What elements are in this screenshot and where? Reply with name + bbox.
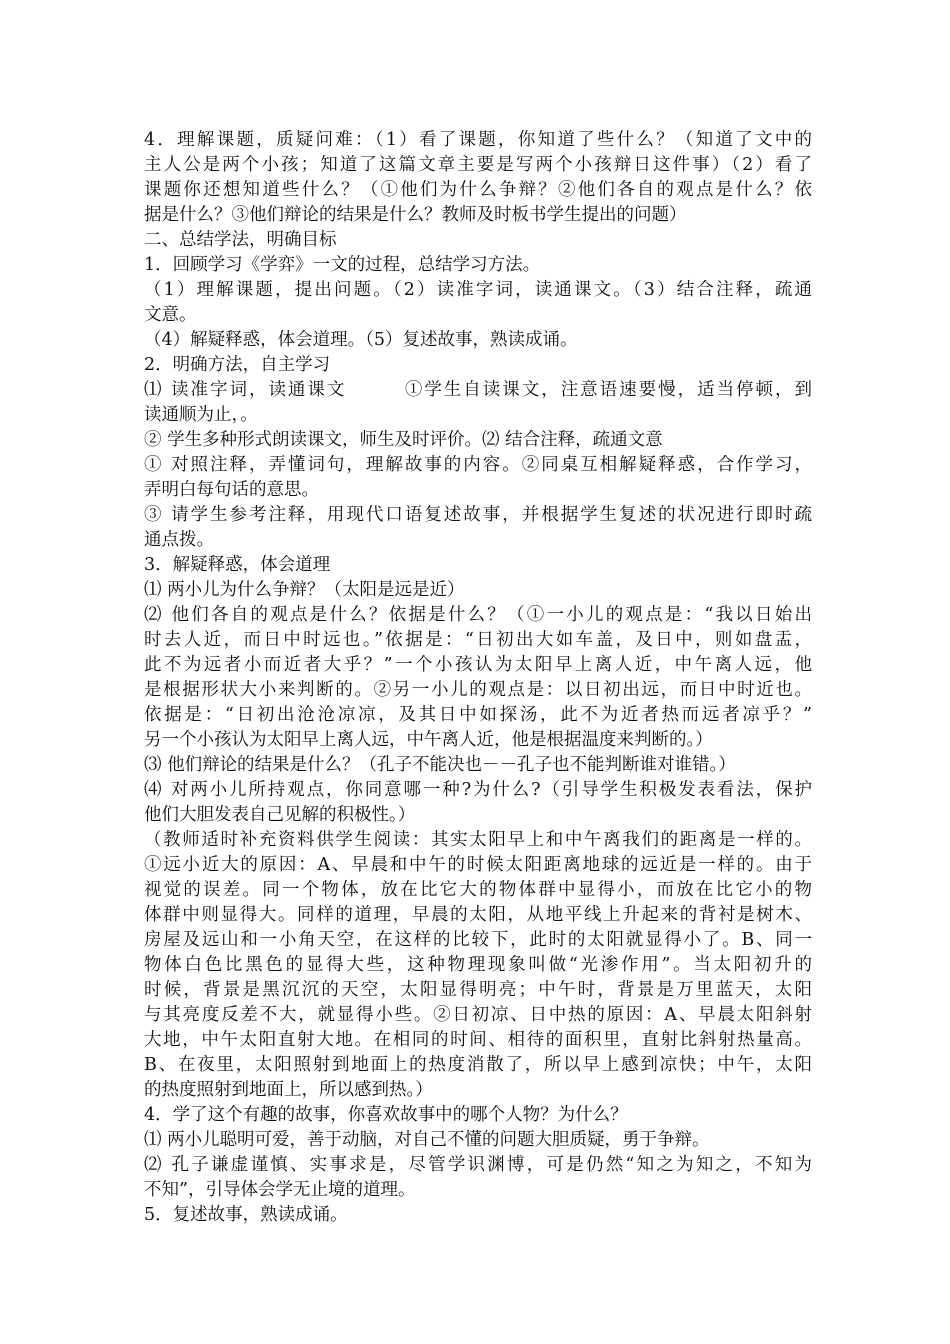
text-line: 是根据形状大小来判断的。②另一小儿的观点是：以日初出远，而日中时近也。 (144, 680, 812, 700)
text-line: B、在夜里，太阳照射到地面上的热度消散了，所以早上感到凉快；中午，太阳 (144, 1055, 812, 1075)
text-line: ⑵ 孔子谦虚谨慎、实事求是，尽管学识渊博，可是仍然“知之为知之，不知为 (144, 1155, 812, 1175)
text-line: 课题你还想知道些什么？（①他们为什么争辩？②他们各自的观点是什么？依 (144, 180, 812, 200)
text-line: 物体白色比黑色的显得大些，这种物理现象叫做“光渗作用”。当太阳初升的 (144, 955, 812, 975)
text-line: ③ 请学生参考注释，用现代口语复述故事，并根据学生复述的状况进行即时疏 (144, 505, 812, 525)
text-line: 时去人近，而日中时远也。”依据是：“日初出大如车盖，及日中，则如盘盂， (144, 630, 812, 650)
text-line: ② 学生多种形式朗读课文，师生及时评价。⑵ 结合注释，疏通文意 (144, 430, 663, 450)
text-line: 不知”，引导体会学无止境的道理。 (144, 1180, 416, 1200)
text-line: 的热度照射到地面上，所以感到热。） (144, 1080, 433, 1100)
text-line: ⑴ 读准字词，读通课文 ①学生自读课文，注意语速要慢，适当停顿，到 (144, 380, 812, 400)
text-line: 时候，背景是黑沉沉的天空，太阳显得明亮；中午时，背景是万里蓝天，太阳 (144, 980, 812, 1000)
text-line: 依据是：“日初出沧沧凉凉，及其日中如探汤，此不为近者热而远者凉乎？” (144, 705, 812, 725)
text-line: 另一个小孩认为太阳早上离人远，中午离人近，他是根据温度来判断的。） (144, 730, 713, 750)
text-line: 文意。 (144, 305, 197, 325)
text-line: 他们大胆发表自己见解的积极性。） (144, 805, 416, 825)
text-line: ⑵ 他们各自的观点是什么？依据是什么？（①一小儿的观点是：“我以日始出 (144, 605, 812, 625)
text-line: 2．明确方法，自主学习 (144, 355, 331, 375)
text-line: （4）解疑释惑，体会道理。（5）复述故事，熟读成诵。 (144, 330, 578, 350)
text-line: （教师适时补充资料供学生阅读：其实太阳早上和中午离我们的距离是一样的。 (144, 830, 812, 850)
text-line: 4．学了这个有趣的故事，你喜欢故事中的哪个人物？为什么？ (144, 1105, 628, 1125)
section-heading: 二、总结学法，明确目标 (144, 230, 337, 250)
text-line: ⑴ 两小儿聪明可爱，善于动脑，对自己不懂的问题大胆质疑，勇于争辩。 (144, 1130, 710, 1150)
text-line: 体群中则显得大。同样的道理，早晨的太阳，从地平线上升起来的背衬是树木、 (144, 905, 812, 925)
text-line: 通点拨。 (144, 530, 214, 550)
text-line: 与其亮度反差不大，就显得小些。②日初凉、日中热的原因：A、早晨太阳斜射 (144, 1005, 812, 1025)
text-line: ⑴ 两小儿为什么争辩？（太阳是远是近） (144, 580, 465, 600)
text-line: ① 对照注释，弄懂词句，理解故事的内容。②同桌互相解疑释惑，合作学习， (144, 455, 812, 475)
text-line: 此不为远者小而近者大乎？”一个小孩认为太阳早上离人近，中午离人远，他 (144, 655, 812, 675)
text-line: 读通顺为止，。 (144, 405, 258, 425)
text-line: （1）理解课题，提出问题。（2）读准字词，读通课文。（3）结合注释，疏通 (144, 280, 812, 300)
text-line: ①远小近大的原因：A、早晨和中午的时候太阳距离地球的远近是一样的。由于 (144, 855, 812, 875)
text-line: 4．理解课题，质疑问难：（1）看了课题，你知道了些什么？（知道了文中的 (144, 130, 812, 150)
text-line: 3．解疑释惑，体会道理 (144, 555, 331, 575)
text-line: 大地，中午太阳直射大地。在相同的时间、相待的面积里，直射比斜射热量高。 (144, 1030, 812, 1050)
text-line: 视觉的误差。同一个物体，放在比它大的物体群中显得小，而放在比它小的物 (144, 880, 812, 900)
text-line: 弄明白每句话的意思。 (144, 480, 319, 500)
text-line: 据是什么？③他们辩论的结果是什么？教师及时板书学生提出的问题） (144, 205, 687, 225)
text-line: ⑷ 对两小儿所持观点，你同意哪一种?为什么?（引导学生积极发表看法，保护 (144, 780, 812, 800)
text-line: 房屋及远山和一小角天空，在这样的比较下，此时的太阳就显得小了。B、同一 (144, 930, 812, 950)
text-line: 5．复述故事，熟读成诵。 (144, 1205, 348, 1225)
text-line: 主人公是两个小孩；知道了这篇文章主要是写两个小孩辩日这件事）（2）看了 (144, 155, 812, 175)
text-line: 1．回顾学习《学弈》一文的过程，总结学习方法。 (144, 255, 541, 275)
document-body (144, 128, 812, 1228)
text-line: ⑶ 他们辩论的结果是什么？（孔子不能决也－－孔子也不能判断谁对谁错。） (144, 755, 736, 775)
